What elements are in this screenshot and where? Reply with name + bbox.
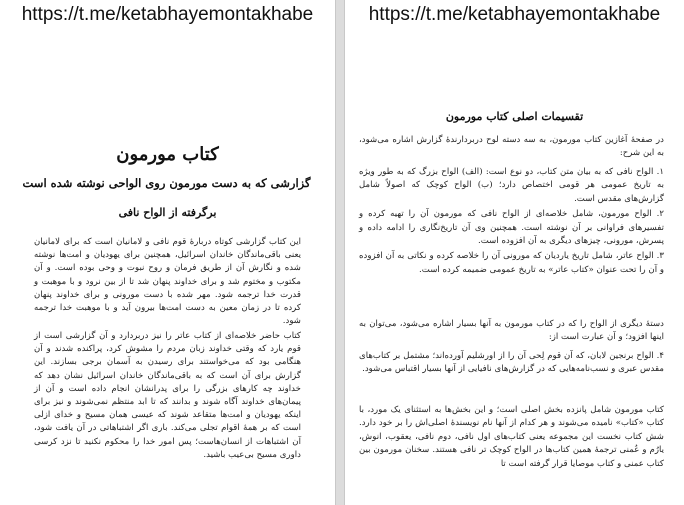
right-page [344, 0, 684, 505]
list-item: ۳. الواح عاتر، شامل تاریخ یاردیان که مورونی آن را خلاصه کرده و نکاتی به آن افزوده و آن را تحت عنوان «کتاب عاتر» به تاریخ عمومی ضمیمه کرده است. [359, 251, 664, 275]
channel-url: https://t.me/ketabhayemontakhabe [21, 4, 314, 25]
list-item: ۲. الواح مورمون، شامل خلاصه‌ای از الواح نافی که مورمون آن را تهیه کرده و تفسیرهای فراوانی بر آن نوشته است. همچنین وی آن تاریخ‌نگاری را ادامه داده و پسرش، مورونی، چیزهای دیگری به آن افزوده است. [359, 209, 664, 247]
list-item: ۱. الواح نافی که به بیان متن کتاب، دو نوع است: (الف) الواح بزرگ که به طور ویژه به تاریخ عمومی هر قومی اختصاص دارد؛ (ب) الواح کوچک که اصولاً شامل گزارش‌های مقدس است. [359, 167, 664, 204]
section-heading: تقسیمات اصلی کتاب مورمون [445, 110, 584, 123]
intro-paragraph: در صفحهٔ آغازین کتاب مورمون، به سه دسته لوح دربردارندهٔ گزارش اشاره می‌شود، به این شرح: [359, 135, 664, 159]
channel-url: https://t.me/ketabhayemontakhabe [368, 4, 661, 25]
book-subtitle: گزارشی که به دست مورمون روی الواحی نوشته شده است [22, 176, 311, 190]
body-paragraph: کتاب حاضر خلاصه‌ای از کتاب عاتر را نیز دربردارد و آن گزارشی است از قوم یارد که وقتی خداوند زبان مردم را مشوش کرد، پراکنده شدند و آن هنگامی بود که می‌خواستند برای رسیدن به آسمان برجی بسازند. این گزارش برای آن است که به باقی‌ماندگان خاندان اسرائیل نشان دهد که خداوند چه کارهای بزرگی را برای پدرانشان انجام داده است و آن از پیمان‌های خداوند آگاه شوند و بدانند که تا ابد منتظم نمی‌شوند و نیز برای اینکه یهودیان و امت‌ها متقاعد شوند که عیسی همان مسیح و خدای ازلی است که بر همهٔ اقوام تجلی می‌کند. باری اگر اشتباهاتی در آن یافت شود، آن اشتباهات از انسان‌هاست؛ پس امور خدا را محکوم نکنید تا نزد کرسی داوری مسیح بی‌عیب باشید. [34, 331, 301, 460]
body-paragraph: دستهٔ دیگری از الواح را که در کتاب مورمون به آنها بسیار اشاره می‌شود، می‌توان به اینها افزود؛ و آن عبارت است از: [359, 319, 664, 343]
section-heading: برگرفته از الواح نافی [118, 206, 217, 219]
page-gutter [336, 0, 344, 505]
numbered-list [359, 166, 664, 279]
list-item: ۴. الواح برنجین لابان، که آن قوم لِحی آن را از اورشلیم آورده‌اند؛ مشتمل بر کتاب‌های مقدس عبری و نسب‌نامه‌هایی که در گزارش‌های نافیایی از آنها بسیار اقتباس می‌شود. [359, 351, 664, 375]
body-paragraph: این کتاب گزارشی کوتاه دربارهٔ قوم نافی و لامانیان است که برای لامانیان یعنی باقی‌ماندگان خاندان اسرائیل، همچنین برای یهودیان و امت‌ها نوشته شده و نگارش آن از طریق فرمان و روح نبوت و وحی بوده است. و آن مکتوب و مختوم شد و برای خداوند پنهان شد تا از بین نرود و با موهبت و قدرت خدا ترجمه شود. مهر شده با دست مورونی و برای خداوند پنهان کرده تا در زمان معین به دست امت‌ها بیرون آید و با موهبت خدا ترجمه شود. [34, 237, 301, 327]
left-page [0, 0, 336, 505]
book-title: کتاب مورمون [116, 144, 219, 165]
body-paragraph: کتاب مورمون شامل پانزده بخش اصلی است؛ و این بخش‌ها به استثنای یک مورد، با کتاب «کتاب» نامیده می‌شوند و هر کدام از آنها نام نویسندهٔ اصلی‌اش را بر خود دارد. شش کتاب نخست این مجموعه یعنی کتاب‌های اول نافی، دوم نافی، یعقوب، انوش، یارُم و عُمنی ترجمهٔ همین کتاب‌ها در الواح کوچک تر نافی هستند. سخنان مورمون بین کتاب عمنی و کتاب موصایا قرار گرفته است تا [359, 405, 664, 469]
